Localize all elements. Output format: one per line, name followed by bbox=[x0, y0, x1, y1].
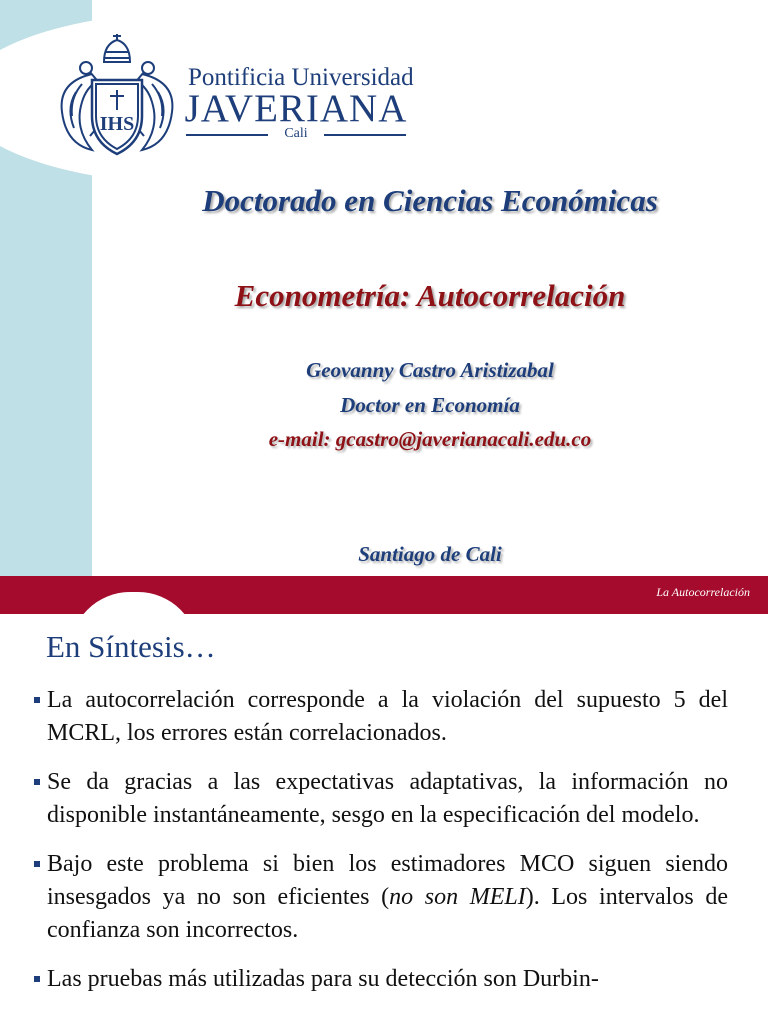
author-email: e-mail: gcastro@javerianacali.edu.co bbox=[268, 427, 592, 451]
header-label: La Autocorrelación bbox=[656, 585, 750, 599]
university-campus bbox=[186, 126, 406, 144]
university-crest-icon bbox=[52, 32, 182, 160]
square-bullet-icon bbox=[34, 976, 40, 982]
slide-heading: En Síntesis… bbox=[46, 629, 216, 664]
bullet-item bbox=[34, 963, 728, 996]
crest-monogram: IHS bbox=[99, 113, 135, 135]
bullet-item bbox=[34, 848, 728, 947]
bullet-text-start: Bajo este problema si bien los estimadores MCO siguen siendo insesgados ya no son eficientes ( bbox=[47, 851, 728, 910]
university-name-line1: Pontificia Universidad bbox=[188, 64, 414, 91]
square-bullet-icon bbox=[34, 697, 40, 703]
course-title: Econometría: Autocorrelación bbox=[234, 278, 626, 313]
bullet-text: Se da gracias a las expectativas adaptativas, la información no disponible instantáneamente, sesgo en la especificación del modelo. bbox=[47, 769, 728, 828]
program-title: Doctorado en Ciencias Económicas bbox=[202, 183, 658, 218]
bullet-item bbox=[34, 684, 728, 750]
square-bullet-icon bbox=[34, 861, 40, 867]
bullet-list bbox=[34, 684, 728, 1012]
university-campus-label: Cali bbox=[284, 126, 308, 141]
bullet-text-italic: no son MELI bbox=[389, 884, 526, 910]
summary-slide bbox=[0, 576, 768, 1024]
university-name-line2: JAVERIANA bbox=[184, 87, 408, 130]
bullet-text-end: ). Los intervalos de confianza son incorrectos. bbox=[47, 884, 728, 943]
square-bullet-icon bbox=[34, 779, 40, 785]
bullet-text: Las pruebas más utilizadas para su detección son Durbin- bbox=[47, 966, 599, 992]
campus-rule-right bbox=[324, 134, 406, 136]
location: Santiago de Cali bbox=[358, 542, 502, 566]
bullet-item bbox=[34, 766, 728, 832]
author-degree: Doctor en Economía bbox=[340, 393, 520, 417]
author-name: Geovanny Castro Aristizabal bbox=[306, 358, 554, 382]
bullet-text: La autocorrelación corresponde a la violación del supuesto 5 del MCRL, los errores están correlacionados. bbox=[47, 687, 728, 746]
